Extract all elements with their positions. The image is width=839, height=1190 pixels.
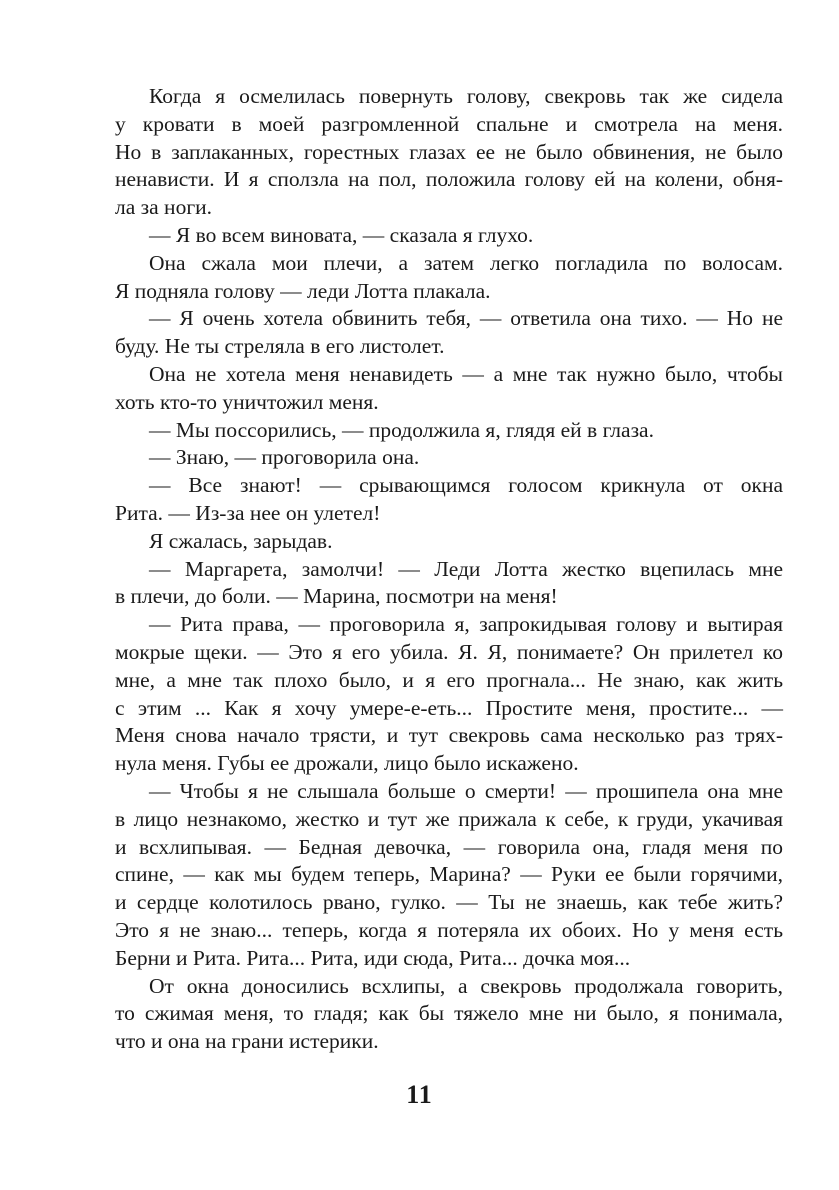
text-line: что и она на грани истерики. bbox=[115, 1029, 379, 1054]
text-line: и всхлипывая. — Бедная девочка, — говорила она, гладя меня по bbox=[115, 834, 783, 859]
page-number: 11 bbox=[406, 1080, 433, 1109]
text-line: хоть кто-то уничтожил меня. bbox=[115, 389, 379, 414]
text-line: у кровати в моей разгромленной спальне и смотрела на меня. bbox=[115, 111, 783, 136]
text-line: в лицо незнакомо, жестко и тут же прижала к себе, к груди, укачивая bbox=[115, 806, 783, 831]
text-line: — Маргарета, замолчи! — Леди Лотта жестко вцепилась мне bbox=[149, 556, 783, 581]
text-line: Я подняла голову — леди Лотта плакала. bbox=[115, 278, 491, 303]
text-line: ла за ноги. bbox=[115, 195, 213, 220]
text-line: мне, а мне так плохо было, и я его прогнала... Не знаю, как жить bbox=[115, 667, 783, 692]
text-line: с этим ... Как я хочу умере-е-еть... Простите меня, простите... — bbox=[115, 695, 783, 720]
text-line: — Я во всем виновата, — сказала я глухо. bbox=[149, 222, 534, 247]
text-line: Берни и Рита. Рита... Рита, иди сюда, Рита... дочка моя... bbox=[115, 945, 631, 970]
text-line: Я сжалась, зарыдав. bbox=[149, 528, 333, 553]
text-line: нула меня. Губы ее дрожали, лицо было искажено. bbox=[115, 751, 579, 776]
text-line: Она сжала мои плечи, а затем легко погладила по волосам. bbox=[149, 250, 783, 275]
text-line: Когда я осмелилась повернуть голову, свекровь так же сидела bbox=[149, 84, 783, 108]
paragraph bbox=[115, 611, 783, 778]
text-line: Меня снова начало трясти, и тут свекровь сама несколько раз трях- bbox=[115, 723, 783, 748]
text-line: мокрые щеки. — Это я его убила. Я. Я, понимаете? Он прилетел ко bbox=[115, 639, 783, 664]
page-body-text bbox=[115, 83, 783, 1056]
text-line: Рита. — Из-за нее он улетел! bbox=[115, 500, 381, 525]
text-line: то сжимая меня, то гладя; как бы тяжело мне ни было, я понимала, bbox=[115, 1001, 783, 1026]
text-line: От окна доносились всхлипы, а свекровь продолжала говорить, bbox=[149, 973, 783, 998]
paragraph bbox=[115, 444, 783, 472]
paragraph bbox=[115, 472, 783, 528]
text-line: — Рита права, — проговорила я, запрокидывая голову и вытирая bbox=[149, 612, 783, 637]
paragraph bbox=[115, 556, 783, 612]
paragraph bbox=[115, 361, 783, 417]
text-line: буду. Не ты стреляла в его листолет. bbox=[115, 334, 445, 359]
text-line: — Все знают! — срывающимся голосом крикнула от окна bbox=[149, 473, 783, 498]
text-line: в плечи, до боли. — Марина, посмотри на меня! bbox=[115, 584, 558, 609]
text-line: Но в заплаканных, горестных глазах ее не было обвинения, не было bbox=[115, 139, 783, 164]
paragraph bbox=[115, 222, 783, 250]
text-line: — Чтобы я не слышала больше о смерти! — прошипела она мне bbox=[149, 778, 783, 803]
paragraph bbox=[115, 973, 783, 1056]
paragraph bbox=[115, 250, 783, 306]
paragraph bbox=[115, 417, 783, 445]
paragraph bbox=[115, 528, 783, 556]
text-line: Это я не знаю... теперь, когда я потеряла их обоих. Но у меня есть bbox=[115, 917, 783, 942]
paragraph bbox=[115, 305, 783, 361]
text-line: — Знаю, — проговорила она. bbox=[149, 445, 420, 470]
paragraph bbox=[115, 778, 783, 973]
text-line: — Я очень хотела обвинить тебя, — ответила она тихо. — Но не bbox=[149, 306, 783, 331]
text-line: — Мы поссорились, — продолжила я, глядя ей в глаза. bbox=[149, 417, 654, 442]
paragraph bbox=[115, 83, 783, 222]
text-line: ненависти. И я сползла на пол, положила голову ей на колени, обня- bbox=[115, 167, 783, 192]
text-line: спине, — как мы будем теперь, Марина? — Руки ее были горячими, bbox=[115, 862, 783, 887]
text-line: Она не хотела меня ненавидеть — а мне так нужно было, чтобы bbox=[149, 361, 783, 386]
text-line: и сердце колотилось рвано, гулко. — Ты не знаешь, как тебе жить? bbox=[115, 890, 783, 915]
